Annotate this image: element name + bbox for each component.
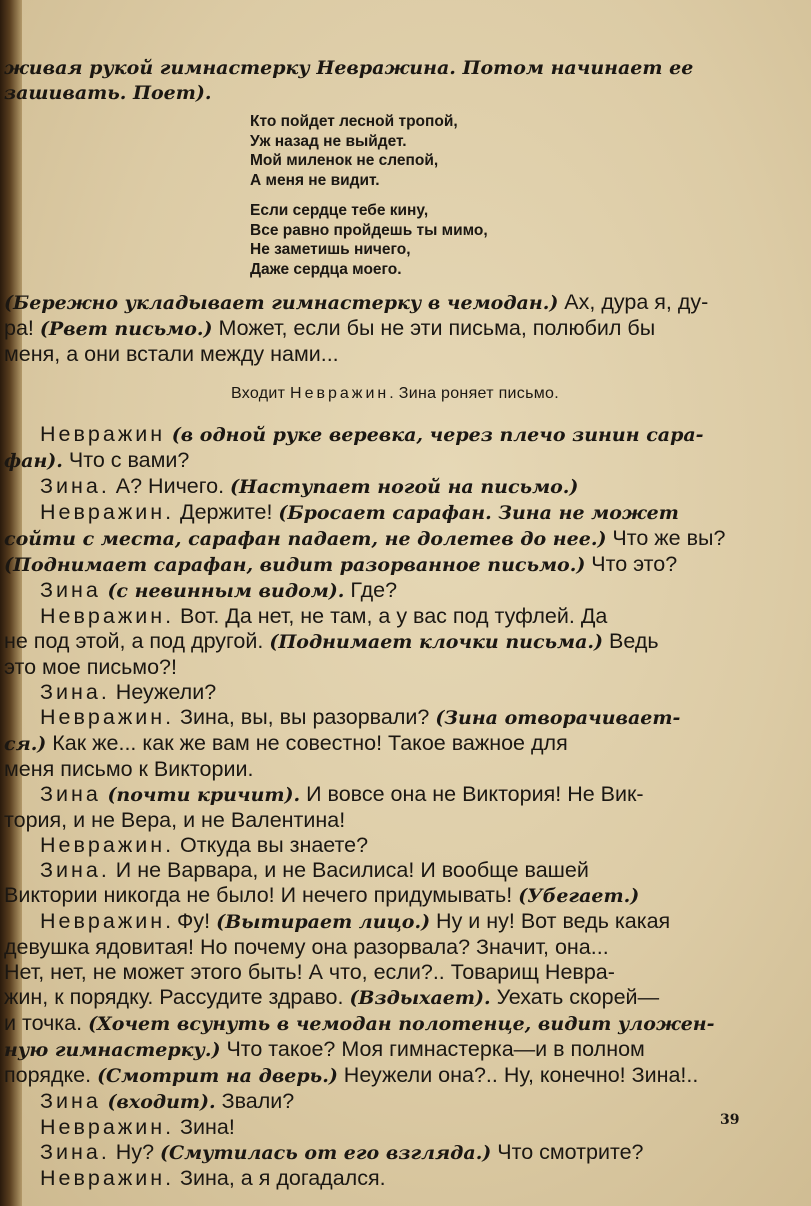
dialogue-text: Что такое? Моя гимнастерка—и в полном [220,1037,645,1061]
replica-14 [0,1140,790,1166]
dialogue-text: Ах, дура я, ду- [558,290,709,314]
dialogue-text: Виктории никогда не было! И нечего придумывать! [4,883,519,907]
verse-line: А меня не видит. [250,171,380,189]
dialogue-text: и точка. [4,1011,89,1035]
replica-10 [0,858,790,909]
stage-direction: (Вздыхает). [349,987,491,1009]
stage-direction: (Вытирает лицо.) [216,911,431,933]
dialogue-text: Ну? [109,1140,160,1164]
stage-direction: фан). [4,450,63,472]
stage-direction: (Поднимает клочки письма.) [269,631,604,653]
speaker-name: Невражин. [40,833,175,857]
stage-direction: ся.) [4,733,47,755]
speaker-name: Зина [40,578,101,602]
replica-9 [0,833,790,858]
stage-direction: (почти кричит). [100,784,301,806]
stage-direction: (Поднимает сарафан, видит разорванное письмо.) [4,554,586,576]
stage-text: . Зина роняет письмо. [389,385,559,402]
stage-direction: (Бросает сарафан. Зина не может [278,502,679,524]
verse-line: Уж назад не выйдет. [250,132,407,150]
verse-line: Если сердце тебе кину, [250,202,429,219]
dialogue-text: Нет, нет, не может этого быть! А что, если?.. Товарищ Невра- [4,960,615,984]
speaker-name: Невражин. [40,604,175,628]
dialogue-text: тория, и не Вера, и не Валентина! [4,808,346,832]
dialogue-text: не под этой, а под другой. [4,629,270,653]
replica-6 [0,680,790,705]
stage-direction: (Смотрит на дверь.) [97,1065,338,1087]
speaker-name: Зина. [40,1140,110,1164]
replica-7 [0,705,790,782]
stage-direction: (входит). [100,1091,216,1113]
dialogue-text: Как же... как же вам не совестно! Такое важное для [46,731,568,755]
replica-2 [0,474,790,500]
replica-8 [0,782,790,833]
dialogue-text: Что это? [585,552,678,576]
dialogue-text: порядке. [4,1063,98,1087]
stage-direction: (Зина отворачивает- [435,707,681,729]
speaker-name: Невражин. [40,500,175,524]
dialogue-text: это мое письмо?! [4,655,177,679]
paragraph-1 [0,290,790,367]
stage-direction: (Убегает.) [518,885,640,907]
dialogue-text: жин, к порядку. Рассудите здраво. [4,985,350,1009]
replica-3 [0,500,790,578]
speaker-name: Зина. [40,858,110,882]
dialogue-text: ра! [4,316,40,340]
dialogue-text: Неужели она?.. Ну, конечно! Зина!.. [337,1063,699,1087]
stage-direction: ную гимнастерку.) [4,1039,221,1061]
speaker-name: Зина [40,1089,101,1113]
dialogue-text: Что смотрите? [491,1140,644,1164]
speaker-name: Зина. [40,474,110,498]
verse-line: Даже сердца моего. [250,260,402,278]
replica-15 [0,1166,790,1191]
dialogue-text: Что же вы? [606,526,726,550]
verse-line: Не заметишь ничего, [250,241,411,258]
speaker-name: Невражин [40,909,166,933]
dialogue-text: Ну и ну! Вот ведь какая [430,909,671,933]
page-text [0,56,790,1191]
dialogue-text: Может, если бы не эти письма, полюбил бы [212,316,656,340]
dialogue-text: меня, а они встали между нами... [4,342,339,366]
stage-direction: (с невинным видом). [100,580,345,602]
replica-13 [0,1115,790,1140]
dialogue-text: Зина! [174,1115,235,1139]
speaker-name: Невражин. [40,705,175,729]
song-verse [250,112,790,279]
dialogue-text: Ведь [603,629,659,653]
replica-5 [0,604,790,680]
speaker-name: Зина. [40,680,110,704]
dialogue-text: Держите! [174,500,279,524]
dialogue-text: Вот. Да нет, не там, а у вас под туфлей. Да [174,604,608,628]
replica-12 [0,1089,790,1115]
song-stanza-1 [250,112,790,190]
intro-line-1: живая рукой гимнастерку Невражина. Потом начинает ее [4,57,694,79]
speaker-name: Невражин [290,385,390,402]
stage-text: Входит [231,385,291,402]
speaker-name: Невражин. [40,1115,175,1139]
page-number: 39 [720,1112,740,1128]
stage-direction: сойти с места, сарафан падает, не долетев до нее.) [4,528,607,550]
dialogue-text: Где? [344,578,398,602]
dialogue-text: Зина, а я догадался. [174,1166,386,1190]
dialogue-text: Что с вами? [62,448,190,472]
stage-direction-entrance [0,381,790,406]
intro-line-2: зашивать. Поет). [4,82,212,104]
verse-line: Кто пойдет лесной тропой, [250,113,458,130]
song-stanza-2 [250,201,790,279]
intro-stage-direction [0,56,790,106]
dialogue-text: Откуда вы знаете? [174,833,369,857]
stage-direction: (Бережно укладывает гимнастерку в чемодан.) [4,292,559,314]
stage-direction: (в одной руке веревка, через плечо зинин сара- [165,424,704,446]
dialogue-text: Зина, вы, вы разорвали? [174,705,436,729]
replica-4 [0,578,790,604]
dialogue-text: девушка ядовитая! Но почему она разорвала? Значит, она... [4,935,609,959]
dialogue-text: И вовсе она не Виктория! Не Вик- [300,782,644,806]
speaker-name: Невражин [40,422,166,446]
dialogue-text: Неужели? [109,680,217,704]
dialogue-text: меня письмо к Виктории. [4,757,254,781]
stage-direction: (Рвет письмо.) [39,318,213,340]
speaker-name: Зина [40,782,101,806]
dialogue-text: Звали? [215,1089,295,1113]
stage-direction: (Хочет всунуть в чемодан полотенце, видит уложен- [88,1013,715,1035]
stage-direction: (Наступает ногой на письмо.) [230,476,579,498]
dialogue-text: А? Ничего. [109,474,231,498]
dialogue-text: . Фу! [165,909,217,933]
stage-direction: (Смутилась от его взгляда.) [160,1142,492,1164]
verse-line: Мой миленок не слепой, [250,152,439,169]
replica-1 [0,422,790,474]
speaker-name: Невражин. [40,1166,175,1190]
dialogue-text: И не Варвара, и не Василиса! И вообще вашей [109,858,589,882]
replica-11 [0,909,790,1089]
dialogue-text: Уехать скорей— [490,985,660,1009]
verse-line: Все равно пройдешь ты мимо, [250,221,488,239]
